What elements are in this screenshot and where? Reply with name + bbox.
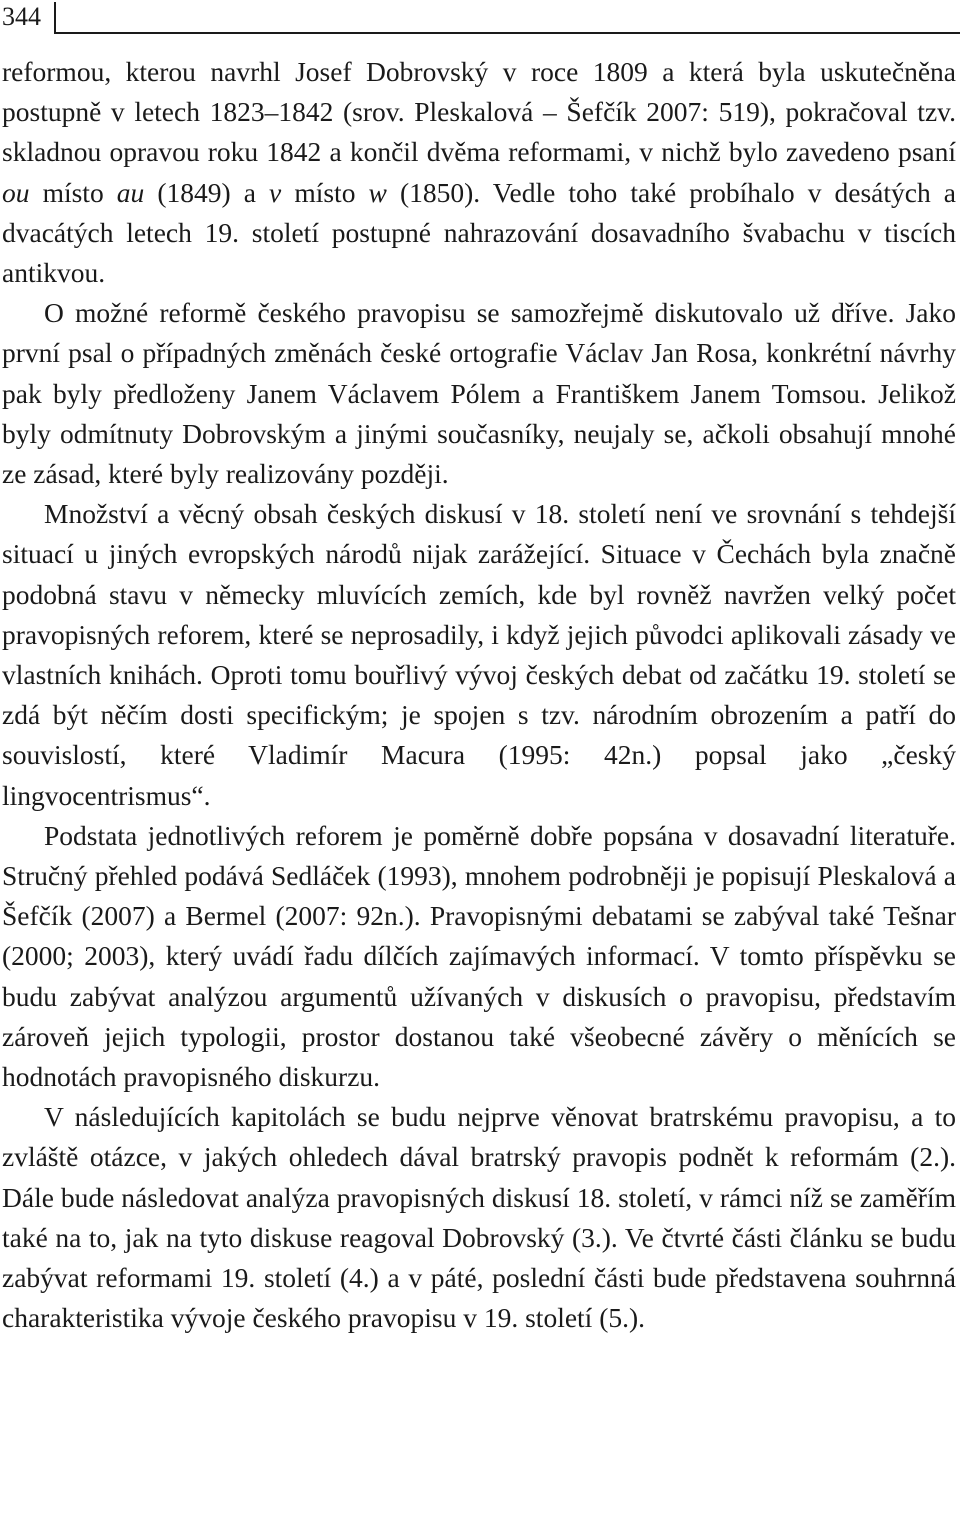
- paragraph: [2, 816, 956, 1097]
- paragraph: [2, 293, 956, 494]
- text-run: místo: [29, 176, 117, 208]
- italic-text: w: [368, 176, 387, 208]
- italic-text: ou: [2, 176, 30, 208]
- paragraph: [2, 1097, 956, 1338]
- paragraph: [2, 494, 956, 816]
- text-run: reformou, kterou navrhl Josef Dobrovský v roce 1809 a která byla uskutečněna postupně v letech 1823–1842 (srov. Pleskalová – Šefčík 2007: 519), pokračoval tzv. skladnou opravou roku 1842 a končil dvěma reformami, v nichž bylo zavedeno psaní: [2, 56, 956, 168]
- paragraph: [2, 52, 956, 293]
- header-rule: [54, 32, 960, 34]
- text-run: (1850). Vedle toho také probíhalo v desátých a dvacátých letech 19. století postupné nahrazování dosavadního švabachu v tiscích antikvou.: [2, 176, 957, 289]
- text-run: O možné reformě českého pravopisu se samozřejmě diskutovalo už dříve. Jako první psal o případných změnách české ortografie Václav Jan Rosa, konkrétní návrhy pak byly předloženy Janem Václavem Pólem a Františkem Janem Tomsou. Jelikož byly odmítnuty Dobrovským a jinými současníky, neujaly se, ačkoli obsahují mnohé ze zásad, které byly realizovány později.: [2, 297, 956, 490]
- page-number: 344: [2, 2, 41, 31]
- page-header: [0, 0, 960, 34]
- italic-text: v: [269, 176, 282, 208]
- text-run: Podstata jednotlivých reforem je poměrně dobře popsána v dosavadní literatuře. Stručný přehled podává Sedláček (1993), mnohem podrobněji je popisují Pleskalová a Šefčík (2007) a Bermel (2007: 92n.). Pravopisnými debatami se zabýval také Tešnar (2000; 2003), který uvádí řadu dílčích zajímavých informací. V tomto příspěvku se budu zabývat analýzou argumentů užívaných v diskusích o pravopisu, představím zároveň jejich typologii, prostor dostanou také všeobecné závěry o měnících se hodnotách pravopisného diskurzu.: [2, 819, 956, 1093]
- text-run: (1849) a: [144, 176, 270, 208]
- text-run: Množství a věcný obsah českých diskusí v 18. století není ve srovnání s tehdejší situací u jiných evropských národů nijak zarážející. Situace v Čechách byla značně podobná stavu v německy mluvících zemích, kde byl rovněž navržen velký počet pravopisných reforem, které se neprosadily, i když jejich původci aplikovali zásady ve vlastních knihách. Oproti tomu bouřlivý vývoj českých debat od začátku 19. století se zdá být něčím dosti specifickým; je spojen s tzv. národním obrozením a patří do souvislostí, které Vladimír Macura (1995: 42n.) popsal jako „český lingvocentrismus“.: [2, 498, 956, 811]
- header-divider: [54, 2, 56, 34]
- text-run: místo: [281, 176, 369, 208]
- body-text: [2, 52, 956, 1339]
- italic-text: au: [116, 176, 145, 208]
- text-run: V následujících kapitolách se budu nejprve věnovat bratrskému pravopisu, a to zvláště otázce, v jakých ohledech dával bratrský pravopis podnět k reformám (2.). Dále bude následovat analýza pravopisných diskusí 18. století, v rámci níž se zaměřím také na to, jak na tyto diskuse reagoval Dobrovský (3.). Ve čtvrté části článku se budu zabývat reformami 19. století (4.) a v páté, poslední části bude představena souhrnná charakteristika vývoje českého pravopisu v 19. století (5.).: [2, 1101, 956, 1334]
